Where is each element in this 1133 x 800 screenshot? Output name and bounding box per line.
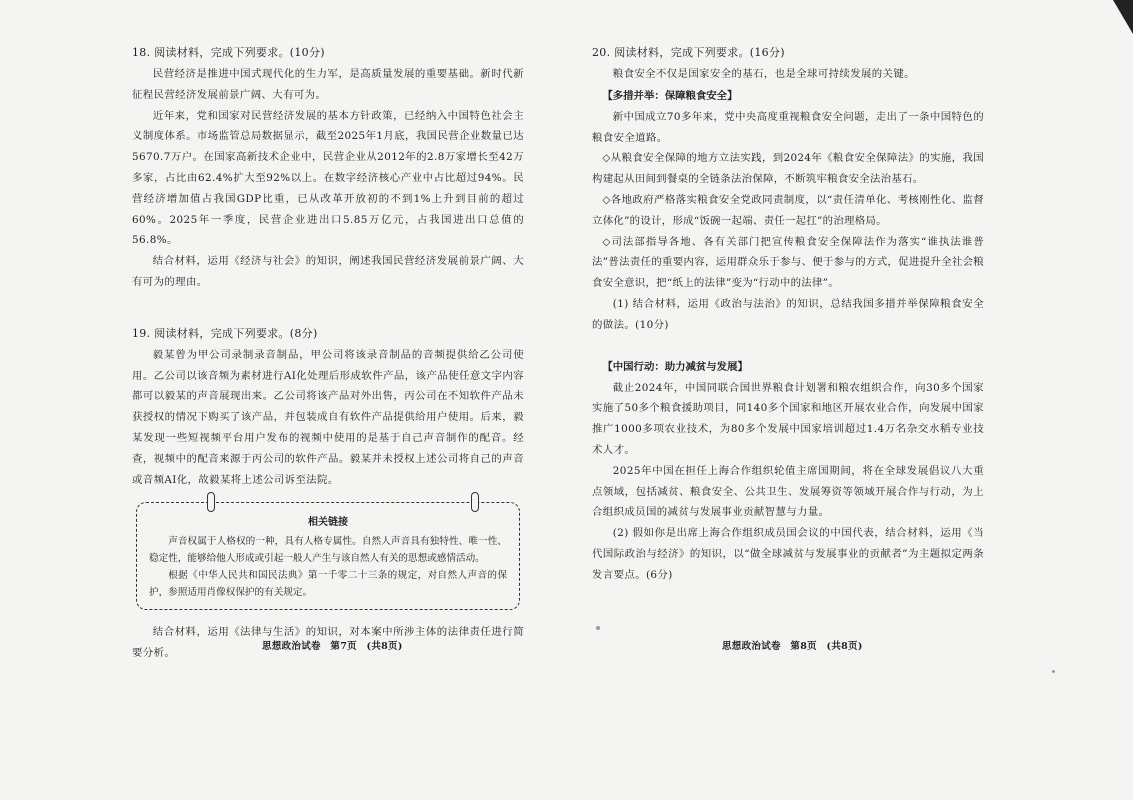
question-19-task: 结合材料，运用《法律与生活》的知识，对本案中所涉主体的法律责任进行简要分析。 — [132, 626, 524, 660]
related-link-title: 相关链接 — [308, 517, 348, 529]
footer-subject: 思想政治试卷 — [262, 641, 321, 652]
page-footer-right — [722, 638, 869, 652]
question-18-title: 18. 阅读材料，完成下列要求。(10分) — [132, 46, 325, 59]
binder-clip-icon — [471, 492, 479, 512]
exam-page-7 — [132, 42, 524, 664]
question-18-paragraph: 近年来，党和国家对民营经济发展的基本方针政策，已经纳入中国特色社会主义制度体系。市场监管总局数据显示，截至2025年1月底，我国民营企业数量已达5670.7万户。在国家高新技术企业中，民营企业从2012年的2.8万家增长至42万多家，占比由62.4%扩大至92%以上。在数字经济核心产业中占比超过94%。民营经济增加值占我国GDP比重，已从改革开放初的不到1%上升到目前的超过60%。2025年一季度，民营企业进出口5.85万亿元，占我国进出口总值的56.8%。 — [132, 109, 524, 247]
question-20-task-1: (1) 结合材料，运用《政治与法治》的知识，总结我国多措并举保障粮食安全的做法。(10分) — [592, 297, 984, 331]
scan-corner-mark — [1113, 0, 1133, 34]
question-20-intro: 粮食安全不仅是国家安全的基石，也是全球可持续发展的关键。 — [612, 68, 915, 80]
question-20-title: 20. 阅读材料，完成下列要求。(16分) — [592, 46, 785, 59]
footer-total: (共8页) — [366, 641, 403, 652]
related-link-box — [136, 502, 520, 610]
question-20-task-2: (2) 假如你是出席上海合作组织成员国会议的中国代表，结合材料，运用《当代国际政治与经济》的知识，以“做全球减贫与发展事业的贡献者”为主题拟定两条发言要点。(6分) — [592, 527, 984, 581]
bullet-item: ◇各地政府严格落实粮食安全党政同责制度，以“责任清单化、考核刚性化、监督立体化”的设计，形成“饭碗一起端、责任一起扛”的治理格局。 — [592, 193, 984, 227]
question-18-task: 结合材料，运用《经济与社会》的知识，阐述我国民营经济发展前景广阔、大有可为的理由。 — [132, 255, 524, 288]
binder-clip-icon — [207, 492, 215, 512]
scan-speck — [596, 626, 600, 630]
related-link-text: 根据《中华人民共和国民法典》第一千零二十三条的规定，对自然人声音的保护，参照适用肖像权保护的有关规定。 — [149, 570, 507, 599]
question-19-paragraph: 毅某曾为甲公司录制录音制品，甲公司将该录音制品的音频提供给乙公司使用。乙公司以该音频为素材进行AI化处理后形成软件产品，该产品使任意文字内容都可以毅某的声音展现出来。乙公司将该产品对外出售，丙公司在不知软件产品未获授权的情况下购买了该产品，并包装成自有软件产品提供给用户使用。后来，毅某发现一些短视频平台用户发布的视频中使用的是基于自己声音制作的配音。经查，视频中的配音来源于丙公司的软件产品。毅某并未授权上述公司将自己的声音或音频AI化，故毅某将上述公司诉至法院。 — [132, 348, 524, 486]
question-19-title: 19. 阅读材料，完成下列要求。(8分) — [132, 326, 318, 340]
question-18 — [132, 42, 524, 293]
footer-total: (共8页) — [826, 641, 863, 652]
section-tag-food-security: 【多措并举：保障粮食安全】 — [602, 89, 738, 102]
page-footer-left — [262, 638, 409, 652]
section-tag-china-action: 【中国行动：助力减贫与发展】 — [602, 360, 748, 373]
question-20 — [592, 42, 984, 586]
section-paragraph: 2025年中国在担任上海合作组织轮值主席国期间，将在全球发展倡议八大重点领域，包括减贫、粮食安全、公共卫生、发展筹资等领域开展合作与行动，为上合组织成员国的减贫与发展事业贡献智慧与力量。 — [592, 464, 984, 519]
question-18-paragraph: 民营经济是推进中国式现代化的生力军，是高质量发展的重要基础。新时代新征程民营经济发展前景广阔、大有可为。 — [132, 68, 524, 101]
footer-page: 第7页 — [330, 641, 357, 652]
footer-subject: 思想政治试卷 — [722, 641, 781, 652]
scan-speck — [1052, 670, 1055, 673]
question-19 — [132, 323, 524, 664]
footer-page: 第8页 — [790, 641, 817, 652]
bullet-item: ◇从粮食安全保障的地方立法实践，到2024年《粮食安全保障法》的实施，我国构建起从田间到餐桌的全链条法治保障，不断筑牢粮食安全法治基石。 — [592, 152, 984, 186]
section-lead: 新中国成立70多年来，党中央高度重视粮食安全问题，走出了一条中国特色的粮食安全道路。 — [592, 110, 984, 144]
exam-page-8 — [592, 42, 984, 586]
bullet-item: ◇司法部指导各地、各有关部门把宣传粮食安全保障法作为落实“谁执法谁普法”普法责任的重要内容，运用群众乐于参与、便于参与的方式，促进提升全社会粮食安全意识，把“纸上的法律”变为“行动中的法律”。 — [592, 235, 984, 290]
section-paragraph: 截止2024年，中国同联合国世界粮食计划署和粮农组织合作，向30多个国家实施了50多个粮食援助项目，同140多个国家和地区开展农业合作，向发展中国家推广1000多项农业技术，为80多个发展中国家培训超过1.4万名杂交水稻专业技术人才。 — [592, 381, 984, 456]
related-link-text: 声音权属于人格权的一种，具有人格专属性。自然人声音具有独特性、唯一性、稳定性，能够给他人形成或引起一般人产生与该自然人有关的思想或感情活动。 — [149, 536, 507, 565]
